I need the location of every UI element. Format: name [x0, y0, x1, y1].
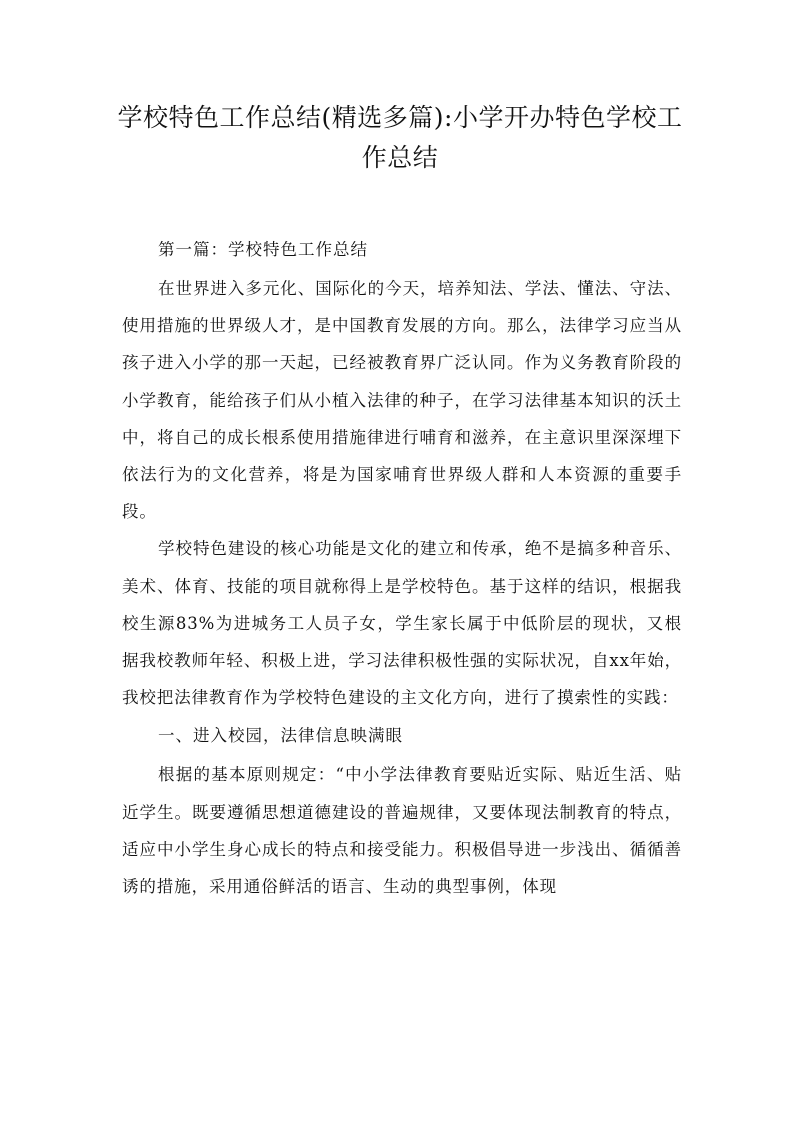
paragraph-school-feature: 学校特色建设的核心功能是文化的建立和传承，绝不是搞多种音乐、美术、体育、技能的项目就称得上是学校特色。基于这样的结识，根据我校生源83%为进城务工人员子女，学生家长属于中低阶层的现状，又根据我校教师年轻、积极上进，学习法律积极性强的实际状况，自xx年始，我校把法律教育作为学校特色建设的主文化方向，进行了摸索性的实践： [122, 539, 682, 708]
paragraph-principles: 根据的基本原则规定：“中小学法律教育要贴近实际、贴近生活、贴近学生。既要遵循思想道德建设的普遍规律，又要体现法制教育的特点，适应中小学生身心成长的特点和接受能力。积极倡导进一步浅出、循循善诱的措施，采用通俗鲜活的语言、生动的典型事例，体现 [122, 765, 682, 897]
section-heading-campus: 一、进入校园，法律信息映满眼 [158, 726, 403, 746]
document-title: 学校特色工作总结(精选多篇):小学开办特色学校工作总结 [117, 103, 683, 172]
document-body [122, 230, 682, 905]
paragraph-introduction: 在世界进入多元化、国际化的今天，培养知法、学法、懂法、守法、使用措施的世界级人才，是中国教育发展的方向。那么，法律学习应当从孩子进入小学的那一天起，已经被教育界广泛认同。作为义务教育阶段的小学教育，能给孩子们从小植入法律的种子，在学习法律基本知识的沃土中，将自己的成长根系使用措施律进行哺育和滋养，在主意识里深深埋下依法行为的文化营养，将是为国家哺育世界级人群和人本资源的重要手段。 [122, 279, 682, 522]
section-heading-part-one: 第一篇：学校特色工作总结 [158, 240, 368, 259]
